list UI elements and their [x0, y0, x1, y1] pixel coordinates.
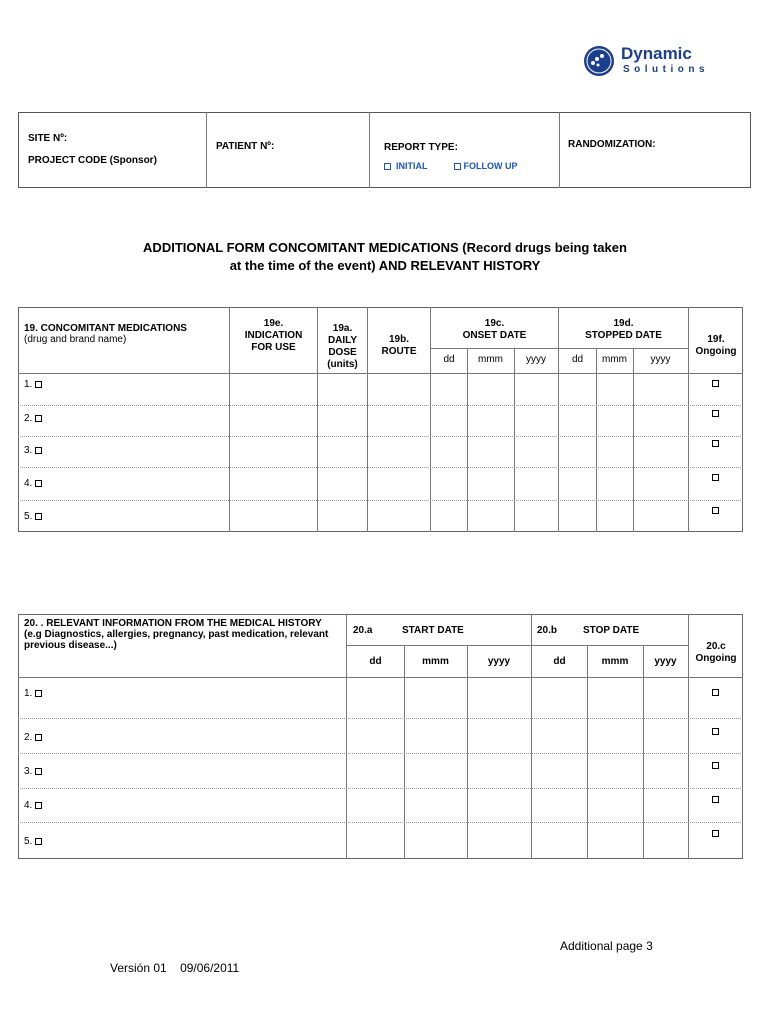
meds-row-label [24, 511, 42, 523]
randomization-label: RANDOMIZATION: [568, 139, 656, 150]
history-ongoing-checkbox[interactable] [712, 728, 719, 735]
history-row-label [24, 836, 42, 848]
initial-option[interactable] [384, 160, 428, 172]
meds-col-onset-line: 19c. [484, 318, 505, 329]
meds-ongoing-checkbox[interactable] [712, 474, 719, 481]
history-stop-label: STOP DATE [583, 625, 640, 636]
meds-col-indication-line: 19e. [263, 318, 284, 329]
meds-row-checkbox[interactable] [35, 381, 42, 388]
meds-col-indication-line: FOR USE [251, 342, 296, 353]
meds-stopped-mmm: mmm [602, 354, 627, 365]
initial-checkbox[interactable] [384, 163, 391, 170]
history-row-number: 5. [24, 836, 33, 847]
history-row-label [24, 688, 42, 700]
meds-onset-mmm: mmm [478, 354, 503, 365]
history-col-ongoing [689, 641, 743, 665]
meds-col-dose [318, 323, 367, 371]
history-row-label [24, 732, 42, 744]
form-title-line-1: ADDITIONAL FORM CONCOMITANT MEDICATIONS (Record drugs being taken [143, 240, 627, 255]
history-start-number: 20.a [353, 625, 373, 636]
meds-row-checkbox[interactable] [35, 480, 42, 487]
meds-col-ongoing-line: 19f. [707, 334, 725, 345]
history-start-mmm: mmm [422, 656, 449, 667]
history-start-label: START DATE [402, 625, 464, 636]
logo-text-secondary: Solutions [623, 64, 710, 75]
site-number-label: SITE Nº: [28, 133, 68, 144]
follow-up-checkbox[interactable] [454, 163, 461, 170]
form-title [0, 239, 770, 275]
version-number: Versión 01 [110, 961, 167, 975]
meds-onset-yyyy: yyyy [526, 354, 546, 365]
history-ongoing-checkbox[interactable] [712, 830, 719, 837]
history-col-info-line: (e.g Diagnostics, allergies, pregnancy, past medication, relevant [24, 629, 329, 640]
meds-col-indication [230, 318, 317, 354]
meds-ongoing-checkbox[interactable] [712, 440, 719, 447]
meds-row-number: 3. [24, 445, 33, 456]
meds-col-dose-line: DOSE [328, 347, 357, 358]
company-logo [583, 42, 723, 82]
meds-ongoing-checkbox[interactable] [712, 410, 719, 417]
history-col-info-line: previous disease...) [24, 640, 117, 651]
history-ongoing-checkbox[interactable] [712, 796, 719, 803]
meds-stopped-yyyy: yyyy [650, 354, 671, 365]
meds-col-onset [431, 318, 558, 342]
history-stop-dd: dd [553, 656, 566, 667]
history-col-info-line: 20. . RELEVANT INFORMATION FROM THE MEDICAL HISTORY [24, 618, 322, 629]
history-col-ongoing-line: 20.c [706, 641, 726, 652]
meds-col-stopped [559, 318, 688, 342]
meds-ongoing-checkbox[interactable] [712, 507, 719, 514]
meds-row-number: 2. [24, 413, 33, 424]
history-row-number: 1. [24, 688, 33, 699]
history-row-checkbox[interactable] [35, 838, 42, 845]
history-ongoing-checkbox[interactable] [712, 762, 719, 769]
history-row-label [24, 766, 42, 778]
meds-row-checkbox[interactable] [35, 513, 42, 520]
history-row-number: 2. [24, 732, 33, 743]
meds-row-label [24, 379, 42, 391]
form-title-line-2: at the time of the event) AND RELEVANT HISTORY [229, 258, 541, 273]
meds-onset-dd: dd [443, 354, 455, 365]
patient-number-label: PATIENT Nº: [216, 141, 275, 152]
history-row-checkbox[interactable] [35, 802, 42, 809]
meds-col-stopped-line: 19d. [613, 318, 634, 329]
meds-col-ongoing [689, 334, 743, 358]
history-stop-mmm: mmm [601, 656, 629, 667]
meds-col-dose-line: DAILY [327, 335, 358, 346]
meds-col-onset-line: ONSET DATE [462, 330, 527, 341]
history-row-number: 3. [24, 766, 33, 777]
history-row-checkbox[interactable] [35, 734, 42, 741]
history-stop-number: 20.b [537, 625, 558, 636]
meds-col-name-sub: (drug and brand name) [24, 334, 127, 345]
meds-col-dose-line: 19a. [332, 323, 353, 334]
meds-row-label [24, 445, 42, 457]
meds-row-label [24, 478, 42, 490]
meds-stopped-dd: dd [571, 354, 584, 365]
meds-row-number: 5. [24, 511, 33, 522]
report-type-label: REPORT TYPE: [384, 142, 458, 153]
logo-globe-icon [583, 45, 615, 77]
meds-ongoing-checkbox[interactable] [712, 380, 719, 387]
history-row-checkbox[interactable] [35, 690, 42, 697]
history-row-checkbox[interactable] [35, 768, 42, 775]
meds-row-checkbox[interactable] [35, 415, 42, 422]
meds-row-number: 4. [24, 478, 33, 489]
history-ongoing-checkbox[interactable] [712, 689, 719, 696]
history-row-number: 4. [24, 800, 33, 811]
project-code-label: PROJECT CODE (Sponsor) [28, 155, 157, 166]
meds-row-checkbox[interactable] [35, 447, 42, 454]
history-stop-yyyy: yyyy [654, 656, 677, 667]
meds-col-ongoing-line: Ongoing [695, 346, 737, 357]
meds-row-label [24, 413, 42, 425]
initial-label: INITIAL [396, 161, 428, 171]
follow-up-label: FOLLOW UP [463, 161, 518, 171]
logo-text-primary: Dynamic [621, 44, 692, 63]
history-col-info [24, 618, 328, 651]
history-start-yyyy: yyyy [487, 656, 511, 667]
follow-up-option[interactable] [454, 160, 518, 172]
version-label [110, 961, 239, 975]
meds-col-stopped-line: STOPPED DATE [585, 330, 662, 341]
meds-col-route-line: 19b. [388, 334, 409, 345]
version-date: 09/06/2011 [180, 961, 240, 975]
page-label: Additional page 3 [560, 939, 653, 953]
history-row-label [24, 800, 42, 812]
history-col-ongoing-line: Ongoing [695, 653, 737, 664]
meds-col-indication-line: INDICATION [244, 330, 303, 341]
meds-row-number: 1. [24, 379, 33, 390]
meds-col-route-line: ROUTE [381, 346, 417, 357]
meds-col-name-title: 19. CONCOMITANT MEDICATIONS [24, 323, 187, 334]
meds-col-route [368, 334, 430, 358]
history-start-dd: dd [369, 656, 382, 667]
meds-col-dose-line: (units) [327, 359, 358, 370]
